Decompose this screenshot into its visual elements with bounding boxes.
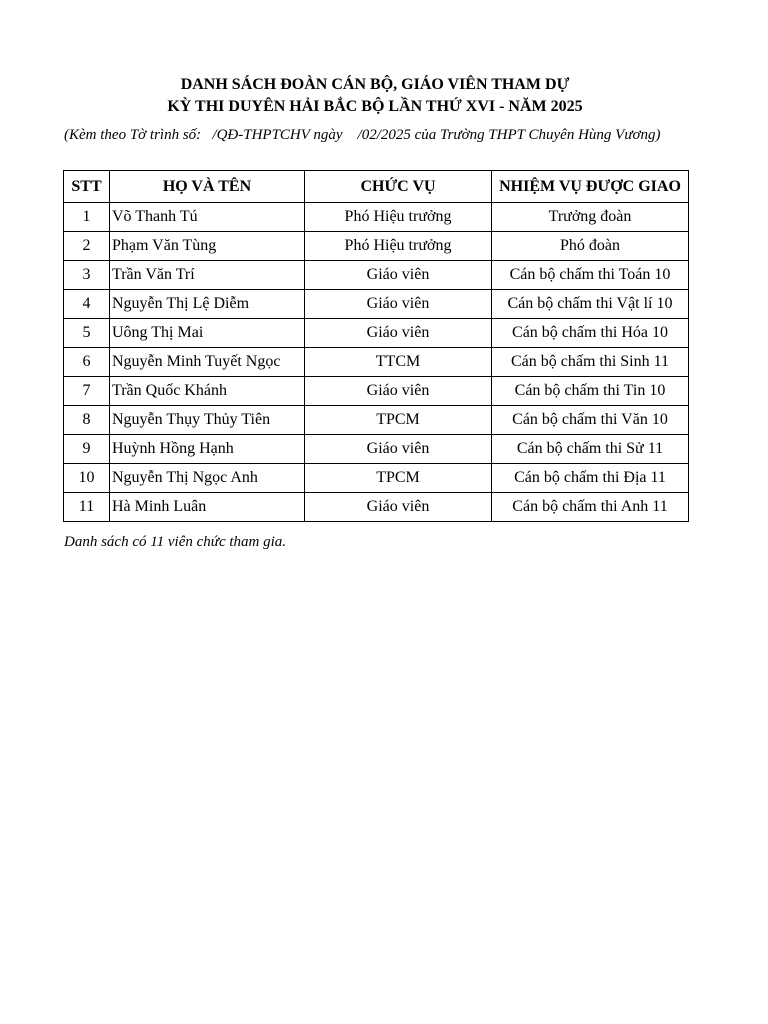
cell-stt: 2 bbox=[64, 232, 110, 261]
cell-position: TPCM bbox=[305, 406, 492, 435]
table-row bbox=[64, 348, 689, 377]
cell-position: Giáo viên bbox=[305, 319, 492, 348]
table-row bbox=[64, 464, 689, 493]
cell-task: Cán bộ chấm thi Hóa 10 bbox=[492, 319, 689, 348]
table-body bbox=[64, 203, 689, 522]
cell-stt: 11 bbox=[64, 493, 110, 522]
cell-name: Huỳnh Hồng Hạnh bbox=[110, 435, 305, 464]
header-name: HỌ VÀ TÊN bbox=[110, 171, 305, 203]
table-row bbox=[64, 261, 689, 290]
table-row bbox=[64, 232, 689, 261]
table-row bbox=[64, 493, 689, 522]
cell-task: Cán bộ chấm thi Toán 10 bbox=[492, 261, 689, 290]
table-header-row bbox=[64, 171, 689, 203]
document-subtitle: (Kèm theo Tờ trình số: /QĐ-THPTCHV ngày /02/2025 của Trường THPT Chuyên Hùng Vương) bbox=[64, 127, 661, 143]
cell-name: Võ Thanh Tú bbox=[110, 203, 305, 232]
cell-task: Phó đoàn bbox=[492, 232, 689, 261]
cell-stt: 10 bbox=[64, 464, 110, 493]
cell-task: Cán bộ chấm thi Sinh 11 bbox=[492, 348, 689, 377]
cell-name: Nguyễn Thị Ngọc Anh bbox=[110, 464, 305, 493]
cell-task: Cán bộ chấm thi Sử 11 bbox=[492, 435, 689, 464]
cell-task: Cán bộ chấm thi Tin 10 bbox=[492, 377, 689, 406]
cell-position: Giáo viên bbox=[305, 435, 492, 464]
cell-stt: 3 bbox=[64, 261, 110, 290]
table-row bbox=[64, 435, 689, 464]
cell-position: Giáo viên bbox=[305, 261, 492, 290]
cell-name: Nguyễn Minh Tuyết Ngọc bbox=[110, 348, 305, 377]
document-title-line2: KỲ THI DUYÊN HẢI BẮC BỘ LẦN THỨ XVI - NĂM 2025 bbox=[167, 98, 583, 115]
cell-name: Phạm Văn Tùng bbox=[110, 232, 305, 261]
header-task: NHIỆM VỤ ĐƯỢC GIAO bbox=[492, 171, 689, 203]
cell-name: Nguyễn Thụy Thủy Tiên bbox=[110, 406, 305, 435]
table-row bbox=[64, 203, 689, 232]
cell-stt: 1 bbox=[64, 203, 110, 232]
cell-position: Giáo viên bbox=[305, 493, 492, 522]
document-title-line1: DANH SÁCH ĐOÀN CÁN BỘ, GIÁO VIÊN THAM DỰ bbox=[180, 76, 570, 93]
cell-task: Trưởng đoàn bbox=[492, 203, 689, 232]
delegation-table bbox=[63, 170, 689, 522]
cell-stt: 7 bbox=[64, 377, 110, 406]
table-row bbox=[64, 290, 689, 319]
cell-position: Phó Hiệu trưởng bbox=[305, 232, 492, 261]
cell-name: Trần Văn Trí bbox=[110, 261, 305, 290]
header-position: CHỨC VỤ bbox=[305, 171, 492, 203]
cell-position: Phó Hiệu trưởng bbox=[305, 203, 492, 232]
cell-task: Cán bộ chấm thi Anh 11 bbox=[492, 493, 689, 522]
cell-position: TPCM bbox=[305, 464, 492, 493]
cell-name: Trần Quốc Khánh bbox=[110, 377, 305, 406]
cell-stt: 6 bbox=[64, 348, 110, 377]
cell-task: Cán bộ chấm thi Vật lí 10 bbox=[492, 290, 689, 319]
cell-stt: 8 bbox=[64, 406, 110, 435]
cell-position: Giáo viên bbox=[305, 290, 492, 319]
cell-stt: 5 bbox=[64, 319, 110, 348]
cell-task: Cán bộ chấm thi Địa 11 bbox=[492, 464, 689, 493]
table-row bbox=[64, 377, 689, 406]
cell-position: TTCM bbox=[305, 348, 492, 377]
cell-name: Uông Thị Mai bbox=[110, 319, 305, 348]
table-row bbox=[64, 406, 689, 435]
table-row bbox=[64, 319, 689, 348]
cell-stt: 4 bbox=[64, 290, 110, 319]
document-footer: Danh sách có 11 viên chức tham gia. bbox=[64, 534, 287, 550]
cell-name: Hà Minh Luân bbox=[110, 493, 305, 522]
cell-stt: 9 bbox=[64, 435, 110, 464]
cell-position: Giáo viên bbox=[305, 377, 492, 406]
header-stt: STT bbox=[64, 171, 110, 203]
cell-task: Cán bộ chấm thi Văn 10 bbox=[492, 406, 689, 435]
cell-name: Nguyễn Thị Lệ Diễm bbox=[110, 290, 305, 319]
